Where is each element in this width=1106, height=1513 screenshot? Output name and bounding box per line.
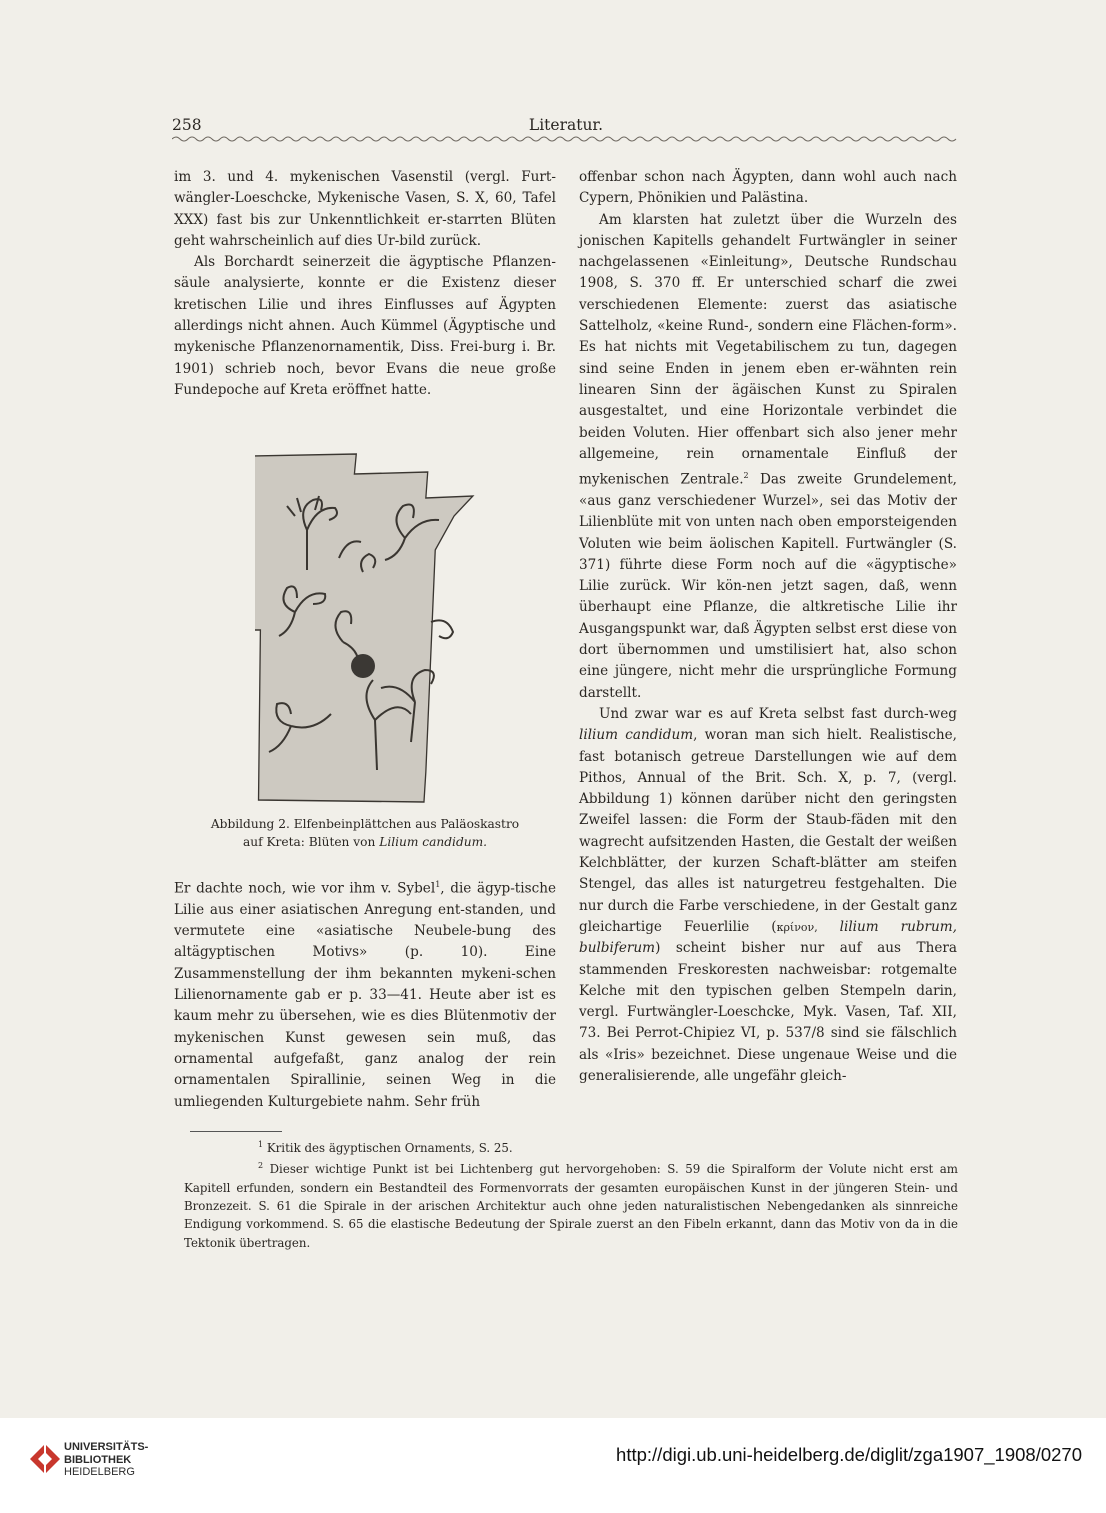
greek-word: κρίνον, (776, 920, 818, 934)
library-logo-icon (30, 1440, 62, 1478)
running-title: Literatur. (528, 116, 604, 134)
paragraph: Am klarsten hat zuletzt über die Wurzeln des jonischen Kapitells gehandelt Furtwängler in seiner nachgelassenen «Einleitung», Deutsche Rundschau 1908, S. 370 ff. Er unterschied scharf die zwei verschiedenen Elemente: zuerst das asiatische Sattelholz, «keine Rund-, sondern eine Flächen-form». Es hat nichts mit Vegetabilischem zu tun, dagegen sind seine Enden in jenem eben er-wähnten rein linearen Sinn der ägäischen Kunst zu Spiralen ausgestaltet, und eine Horizontale verbindet die beiden Voluten. Hier offenbart sich also jener mehr allgemeine, rein ornamentale Einfluß der mykenischen Zentrale.$^2$ Das zweite Grundelement, «aus ganz verschiedener Wurzel», sei das Motiv der Lilienblüte mit von unten nach oben emporsteigenden Voluten wie beim äolischen Kapitell. Furtwängler (S. 371) führte diese Form noch auf die «ägyptische» Lilie zurück. Wir kön-nen jetzt sagen, daß, wenn überhaupt eine Pflanze, die altkretische Lilie ihr Ausgangspunkt war, daß Ägypten selbst erst diese von dort übernommen und umstilisiert hat, also schon eine jüngere, nicht mehr die ursprüngliche Formung darstellt. (579, 211, 957, 701)
paragraph: im 3. und 4. mykenischen Vasenstil (vergl. Furt-wängler-Loeschcke, Mykenische Vasen, S. X, 60, Tafel XXX) fast bis zur Unkenntlichkeit er-starrten Blüten geht wahrscheinlich auf dies Ur-bild zurück. (174, 169, 556, 249)
footnote-ref: 1 (435, 880, 441, 889)
caption-line: auf Kreta: Blüten von Lilium candidum. (242, 835, 488, 849)
footnote: $^1$ Kritik des ägyptischen Ornaments, S. 25. (258, 1140, 513, 1155)
paragraph: offenbar schon nach Ägypten, dann wohl auch nach Cypern, Phönikien und Palästina. (579, 169, 957, 207)
paragraph: Er dachte noch, wie vor ihm v. Sybel$^1$, die ägyp-tische Lilie aus einer asiatischen Anregung ent-standen, und vermutete eine «asiatische Neubele-bung des altägyptischen Motivs» (p. 10). Eine Zusammenstellung der ihm bekannten mykeni-schen Lilienornamente gab er p. 33—41. Heute aber ist es kaum mehr zu übersehen, wie es dies Blütenmotiv der mykenischen Kunst gewesen sein muß, das ornamental aufgefaßt, ganz analog der rein ornamentalen Spirallinie, seinen Weg in die umliegenden Kulturgebiete nahm. Sehr früh (174, 880, 556, 1110)
paragraph: Und zwar war es auf Kreta selbst fast durch-weg lilium candidum, woran man sich hielt. Realistische, fast botanisch getreue Darstellungen wie auf dem Pithos, Annual of the Brit. Sch. X, p. 7, (vergl. Abbildung 1) können darüber nicht den geringsten Zweifel lassen: die Form der Staub-fäden mit den wagrecht aufsitzenden Hasten, die Gestalt der weißen Kelchblätter, der kurzen Schaft-blätter am steifen Stengel, das alles ist naturgetreu festgehalten. Die nur durch die Farbe verschiedene, in der Gestalt ganz gleichartige Feuerlilie (κρίνον, lilium rubrum, bulbiferum) scheint bisher nur auf aus Thera stammenden Freskoresten nachweisbar: rotgemalte Kelche mit den typischen gelben Stempeln darin, vergl. Furtwängler-Loeschcke, Myk. Vasen, Taf. XII, 73. Bei Perrot-Chipiez VI, p. 537/8 sind sie fälschlich als «Iris» bezeichnet. Diese ungenaue Weise und die generalisierende, alle ungefähr gleich- (579, 705, 958, 1084)
left-column-bottom (174, 874, 556, 1113)
footnote-ref: 2 (743, 471, 749, 481)
source-url[interactable]: http://digi.ub.uni-heidelberg.de/diglit/zga1907_1908/0270 (616, 1444, 1082, 1465)
header-wavy-rule (172, 135, 960, 143)
footnotes (184, 1136, 958, 1252)
ivory-plaque-figure (255, 452, 475, 804)
right-column (579, 167, 957, 1087)
caption-italic-species: Lilium candidum. (379, 835, 488, 849)
paragraph: Als Borchardt seinerzeit die ägyptische Pflanzen-säule analysierte, konnte er die Existenz dieser kretischen Lilie und ihres Einflusses auf Ägypten allerdings nicht ahnen. Auch Kümmel (Ägyptische und mykenische Pflanzenornamentik, Diss. Frei-burg i. Br. 1901) schrieb noch, bevor Evans die neue große Fundepoche auf Kreta eröffnet hatte. (174, 254, 556, 398)
footnote: $^2$ Dieser wichtige Punkt ist bei Lichtenberg gut hervorgehoben: S. 59 die Spiralform der Volute nicht erst am Kapitell erfunden, sondern ein Bestandteil des Formenvorrats der gesamten europäischen Kunst in der jüngeren Stein- und Bronzezeit. S. 61 die Spirale in der arischen Architektur auch ohne jeden naturalistischen Nebengedanken als sinnreiche Endigung vorkommend. S. 65 die elastische Bedeutung der Spirale zuerst an den Fibeln erkannt, dann das Motiv von da in die Tektonik übertragen. (184, 1161, 958, 1250)
figure-caption (174, 815, 556, 851)
footnote-rule (190, 1131, 282, 1132)
left-column-top (174, 167, 556, 401)
page-number: 258 (172, 116, 202, 134)
caption-line: Abbildung 2. Elfenbeinplättchen aus Paläoskastro (210, 817, 520, 831)
library-name: UNIVERSITÄTS- BIBLIOTHEK HEIDELBERG (64, 1441, 149, 1478)
